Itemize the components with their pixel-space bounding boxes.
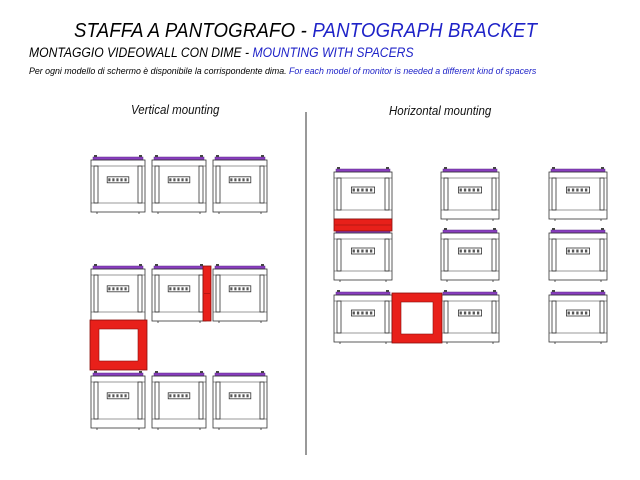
mechanism-slot	[477, 189, 479, 192]
mechanism-slot	[242, 394, 244, 397]
side-post	[138, 382, 142, 419]
mechanism-slot	[357, 312, 359, 315]
mechanism-slot	[181, 287, 183, 290]
side-post	[492, 239, 496, 271]
mechanism-slot	[238, 394, 240, 397]
mechanism-slot	[353, 250, 355, 253]
bracket-frame	[441, 172, 499, 219]
rail-clip	[337, 290, 340, 292]
mechanism-slot	[246, 394, 248, 397]
top-rail	[336, 169, 390, 172]
pantograph-bracket	[549, 290, 607, 344]
top-rail	[215, 266, 265, 269]
pantograph-bracket	[441, 167, 499, 221]
mechanism-slot	[177, 178, 179, 181]
mechanism-slot	[473, 189, 475, 192]
vertical-mounting-label: Vertical mounting	[131, 103, 220, 117]
mechanism-slot	[464, 250, 466, 253]
rail-clip	[94, 371, 97, 373]
red-spacer	[334, 219, 392, 231]
mechanism-slot	[468, 189, 470, 192]
mechanism-slot	[353, 312, 355, 315]
mechanism-slot	[477, 312, 479, 315]
rail-clip	[493, 290, 496, 292]
pantograph-bracket	[91, 155, 145, 214]
pantograph-bracket	[549, 167, 607, 221]
side-post	[216, 166, 220, 203]
bracket-frame	[213, 160, 267, 212]
mechanism-slot	[181, 178, 183, 181]
side-post	[155, 382, 159, 419]
mechanism-slot	[366, 189, 368, 192]
mechanism-slot	[576, 189, 578, 192]
mechanism-slot	[173, 287, 175, 290]
mechanism-slot	[568, 250, 570, 253]
mechanism-slot	[230, 287, 232, 290]
side-post	[600, 178, 604, 210]
mechanism-slot	[585, 312, 587, 315]
side-post	[138, 166, 142, 203]
subtitle-english: MOUNTING WITH SPACERS	[252, 45, 414, 60]
rail-clip	[155, 155, 158, 157]
bracket-frame	[91, 376, 145, 428]
mechanism-slot	[112, 287, 114, 290]
top-rail	[443, 230, 497, 233]
side-post	[444, 178, 448, 210]
bracket-frame	[213, 269, 267, 321]
mechanism-slot	[460, 250, 462, 253]
mechanism-slot	[464, 189, 466, 192]
mechanism-slot	[353, 189, 355, 192]
red-spacer	[392, 293, 442, 343]
side-post	[155, 166, 159, 203]
rail-clip	[216, 371, 219, 373]
mechanism-slot	[116, 394, 118, 397]
top-rail	[154, 266, 204, 269]
title-english: PANTOGRAPH BRACKET	[312, 20, 538, 42]
rail-clip	[444, 167, 447, 169]
brackets-layer	[91, 155, 607, 430]
rail-clip	[139, 371, 142, 373]
top-rail	[336, 292, 390, 295]
rail-clip	[216, 155, 219, 157]
side-post	[199, 382, 203, 419]
mechanism-slot	[230, 178, 232, 181]
bracket-frame	[334, 172, 392, 219]
mechanism-slot	[366, 312, 368, 315]
pantograph-bracket	[549, 228, 607, 282]
side-post	[199, 275, 203, 312]
horizontal-mounting-label: Horizontal mounting	[389, 104, 492, 118]
rail-clip	[216, 264, 219, 266]
side-post	[216, 275, 220, 312]
mechanism-slot	[361, 250, 363, 253]
side-post	[444, 301, 448, 333]
mechanism-slot	[568, 189, 570, 192]
mechanism-slot	[357, 189, 359, 192]
rail-clip	[386, 167, 389, 169]
mechanism-slot	[124, 394, 126, 397]
mechanism-slot	[572, 189, 574, 192]
mechanism-slot	[246, 178, 248, 181]
side-post	[260, 382, 264, 419]
bracket-frame	[213, 376, 267, 428]
mechanism-slot	[477, 250, 479, 253]
side-post	[492, 301, 496, 333]
mechanism-slot	[234, 178, 236, 181]
mechanism-slot	[460, 312, 462, 315]
mechanism-slot	[173, 178, 175, 181]
side-post	[600, 239, 604, 271]
red-spacer	[90, 320, 147, 370]
mechanism-slot	[473, 312, 475, 315]
mechanism-slot	[108, 287, 110, 290]
mechanism-slot	[181, 394, 183, 397]
mechanism-slot	[576, 312, 578, 315]
side-post	[138, 275, 142, 312]
rail-clip	[444, 290, 447, 292]
mechanism-slot	[238, 178, 240, 181]
pantograph-bracket	[334, 167, 392, 221]
rail-clip	[552, 228, 555, 230]
bracket-frame	[152, 160, 206, 212]
mechanism-slot	[108, 178, 110, 181]
rail-clip	[552, 167, 555, 169]
mechanism-slot	[177, 394, 179, 397]
mechanism-slot	[361, 189, 363, 192]
pantograph-bracket	[334, 290, 392, 344]
bracket-frame	[549, 172, 607, 219]
mechanism-slot	[234, 287, 236, 290]
mechanism-slot	[468, 312, 470, 315]
spacer-window	[99, 329, 138, 361]
pantograph-bracket	[213, 371, 267, 430]
spacer-window	[401, 302, 433, 334]
rail-clip	[139, 264, 142, 266]
mechanism-slot	[230, 394, 232, 397]
mechanism-slot	[460, 189, 462, 192]
pantograph-bracket	[213, 264, 267, 323]
pantograph-bracket	[152, 264, 206, 323]
mechanism-slot	[173, 394, 175, 397]
mechanism-slot	[572, 312, 574, 315]
bracket-frame	[441, 233, 499, 280]
bracket-frame	[549, 233, 607, 280]
side-post	[552, 178, 556, 210]
mechanism-slot	[370, 250, 372, 253]
pantograph-bracket	[334, 228, 392, 282]
rail-clip	[337, 167, 340, 169]
side-post	[385, 301, 389, 333]
title-italian: STAFFA A PANTOGRAFO -	[74, 20, 313, 42]
note-english: For each model of monitor is needed a different kind of spacers	[289, 66, 537, 77]
bracket-frame	[441, 295, 499, 342]
mechanism-slot	[464, 312, 466, 315]
mechanism-slot	[112, 178, 114, 181]
pantograph-bracket	[441, 228, 499, 282]
mechanism-slot	[366, 250, 368, 253]
side-post	[337, 301, 341, 333]
top-rail	[551, 292, 605, 295]
rail-clip	[444, 228, 447, 230]
top-rail	[154, 157, 204, 160]
mechanism-slot	[370, 312, 372, 315]
rail-clip	[94, 155, 97, 157]
rail-clip	[601, 167, 604, 169]
mechanism-slot	[576, 250, 578, 253]
top-rail	[215, 157, 265, 160]
side-post	[199, 166, 203, 203]
pantograph-bracket	[213, 155, 267, 214]
side-post	[492, 178, 496, 210]
side-post	[94, 382, 98, 419]
side-post	[600, 301, 604, 333]
note-italian: Per ogni modello di schermo è disponibile la corrispondente dima.	[29, 66, 290, 77]
mechanism-slot	[361, 312, 363, 315]
rail-clip	[493, 228, 496, 230]
side-post	[552, 301, 556, 333]
mechanism-slot	[108, 394, 110, 397]
mechanism-slot	[473, 250, 475, 253]
mechanism-slot	[242, 178, 244, 181]
bracket-frame	[91, 269, 145, 321]
top-rail	[154, 373, 204, 376]
rail-clip	[601, 290, 604, 292]
rail-clip	[261, 155, 264, 157]
mechanism-slot	[185, 394, 187, 397]
mechanism-slot	[120, 287, 122, 290]
mechanism-slot	[585, 189, 587, 192]
bracket-frame	[152, 376, 206, 428]
bracket-frame	[334, 295, 392, 342]
mechanism-slot	[112, 394, 114, 397]
rail-clip	[261, 371, 264, 373]
rail-clip	[493, 167, 496, 169]
side-post	[94, 166, 98, 203]
pantograph-bracket	[91, 264, 145, 323]
side-post	[552, 239, 556, 271]
mechanism-slot	[124, 178, 126, 181]
mechanism-slot	[169, 178, 171, 181]
bracket-frame	[91, 160, 145, 212]
rail-clip	[200, 155, 203, 157]
mechanism-slot	[581, 189, 583, 192]
top-rail	[93, 157, 143, 160]
top-rail	[443, 292, 497, 295]
mechanism-slot	[120, 178, 122, 181]
bracket-frame	[549, 295, 607, 342]
mechanism-slot	[568, 312, 570, 315]
mechanism-slot	[177, 287, 179, 290]
mechanism-slot	[185, 178, 187, 181]
mechanism-slot	[238, 287, 240, 290]
mechanism-slot	[116, 178, 118, 181]
side-post	[155, 275, 159, 312]
side-post	[260, 275, 264, 312]
pantograph-bracket	[152, 155, 206, 214]
top-rail	[551, 169, 605, 172]
rail-clip	[200, 264, 203, 266]
rail-clip	[386, 290, 389, 292]
mechanism-slot	[169, 287, 171, 290]
side-post	[260, 166, 264, 203]
mechanism-slot	[120, 394, 122, 397]
subtitle-italian: MONTAGGIO VIDEOWALL CON DIME -	[29, 45, 253, 60]
red-spacer	[203, 266, 211, 321]
mechanism-slot	[116, 287, 118, 290]
rail-clip	[261, 264, 264, 266]
rail-clip	[200, 371, 203, 373]
top-rail	[93, 373, 143, 376]
mechanism-slot	[185, 287, 187, 290]
pantograph-bracket	[91, 371, 145, 430]
mechanism-slot	[357, 250, 359, 253]
side-post	[385, 239, 389, 271]
side-post	[444, 239, 448, 271]
pantograph-bracket	[152, 371, 206, 430]
top-rail	[93, 266, 143, 269]
mechanism-slot	[169, 394, 171, 397]
bracket-frame	[334, 233, 392, 280]
top-rail	[551, 230, 605, 233]
mechanism-slot	[581, 312, 583, 315]
mechanism-slot	[242, 287, 244, 290]
rail-clip	[155, 264, 158, 266]
pantograph-bracket	[441, 290, 499, 344]
mechanism-slot	[370, 189, 372, 192]
side-post	[385, 178, 389, 210]
rail-clip	[601, 228, 604, 230]
top-rail	[443, 169, 497, 172]
bracket-frame	[152, 269, 206, 321]
side-post	[337, 178, 341, 210]
rail-clip	[552, 290, 555, 292]
mechanism-slot	[234, 394, 236, 397]
top-rail	[215, 373, 265, 376]
mechanism-slot	[246, 287, 248, 290]
rail-clip	[94, 264, 97, 266]
mechanism-slot	[124, 287, 126, 290]
mechanism-slot	[572, 250, 574, 253]
side-post	[337, 239, 341, 271]
mechanism-slot	[468, 250, 470, 253]
rail-clip	[139, 155, 142, 157]
side-post	[94, 275, 98, 312]
mechanism-slot	[585, 250, 587, 253]
rail-clip	[155, 371, 158, 373]
mechanism-slot	[581, 250, 583, 253]
side-post	[216, 382, 220, 419]
